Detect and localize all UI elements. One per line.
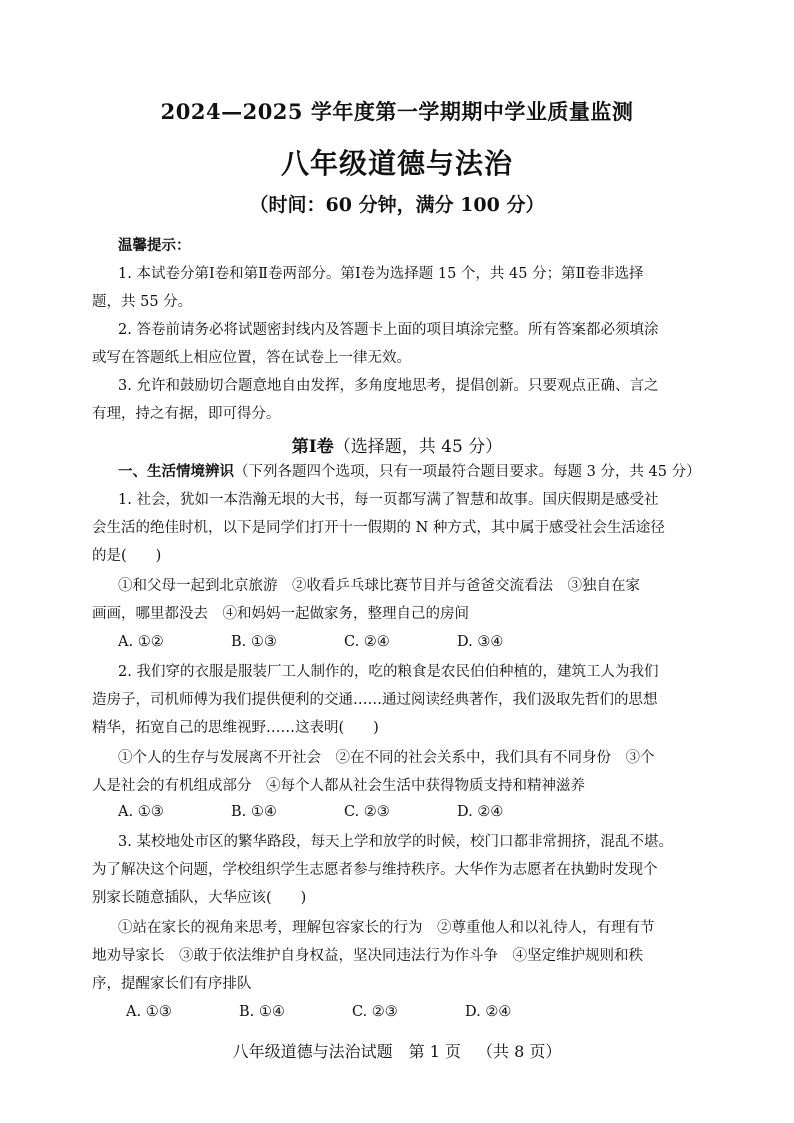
tips-line: 3. 允许和鼓励切合题意地自由发挥，多角度地思考，提倡创新。只要观点正确、言之 — [118, 378, 659, 394]
option-b[interactable]: B. ①④ — [231, 804, 277, 820]
page-number: 第 1 页 — [408, 1042, 461, 1061]
option-d[interactable]: D. ②④ — [457, 804, 504, 820]
section-title — [0, 432, 794, 457]
option-b[interactable]: B. ①③ — [231, 634, 277, 650]
part-instruction — [118, 462, 740, 482]
question-3-statement: 序，提醒家长们有序排队 — [92, 976, 252, 992]
tips-line: 1. 本试卷分第Ⅰ卷和第Ⅱ卷两部分。第Ⅰ卷为选择题 15 个，共 45 分；第Ⅱ卷非选择 — [118, 266, 644, 282]
question-3-line: 3. 某校地处市区的繁华路段，每天上学和放学的时候，校门口都非常拥挤，混乱不堪。 — [118, 834, 673, 850]
question-2-line: 2. 我们穿的衣服是服装厂工人制作的，吃的粮食是农民伯伯种植的，建筑工人为我们 — [118, 664, 659, 680]
question-1-line: 的是( ) — [92, 548, 162, 564]
subject-title: 八年级道德与法治 — [280, 147, 513, 180]
question-2-statement: ①个人的生存与发展离不开社会 ②在不同的社会关系中，我们具有不同身份 ③个 — [118, 750, 655, 766]
option-c[interactable]: C. ②③ — [344, 804, 390, 820]
option-c[interactable]: C. ②④ — [344, 634, 390, 650]
question-1-options — [118, 632, 570, 652]
option-d[interactable]: D. ②④ — [465, 1004, 512, 1020]
option-a[interactable]: A. ①③ — [118, 804, 164, 820]
question-1-line: 会生活的绝佳时机，以下是同学们打开十一假期的 N 种方式，其中属于感受社会生活途径 — [92, 520, 665, 536]
question-3-line: 为了解决这个问题，学校组织学生志愿者参与维持秩序。大华作为志愿者在执勤时发现个 — [92, 862, 658, 878]
question-3-statement: 地劝导家长 ③敢于依法维护自身权益，坚决同违法行为作斗争 ④坚定维护规则和秩 — [92, 948, 643, 964]
question-3-statement: ①站在家长的视角来思考，理解包容家长的行为 ②尊重他人和以礼待人，有理有节 — [118, 920, 655, 936]
question-2-options — [118, 802, 570, 822]
option-b[interactable]: B. ①④ — [239, 1004, 285, 1020]
tips-line: 题，共 55 分。 — [92, 294, 193, 310]
option-a[interactable]: A. ①③ — [126, 1004, 172, 1020]
question-3-line: 别家长随意插队，大华应该( ) — [92, 890, 307, 906]
question-1-statement: ①和父母一起到北京旅游 ②收看乒乓球比赛节目并与爸爸交流看法 ③独自在家 — [118, 578, 640, 594]
section-title-bold: 第Ⅰ卷 — [291, 437, 334, 457]
option-a[interactable]: A. ①② — [118, 634, 164, 650]
tips-line: 2. 答卷前请务必将试题密封线内及答题卡上面的项目填涂完整。所有答案都必须填涂 — [118, 322, 659, 338]
section-title-rest: （选择题，共 45 分） — [333, 437, 503, 457]
option-c[interactable]: C. ②③ — [352, 1004, 398, 1020]
page-footer — [0, 1039, 794, 1062]
question-1-line: 1. 社会，犹如一本浩瀚无垠的大书，每一页都写满了智慧和故事。国庆假期是感受社 — [118, 492, 659, 508]
exam-title: 2024—2025 学年度第一学期期中学业质量监测 — [160, 99, 634, 124]
part-rule: （下列各题四个选项，只有一项最符合题目要求。每题 3 分，共 45 分） — [234, 464, 701, 480]
question-2-line: 造房子，司机师傅为我们提供便利的交通……通过阅读经典著作，我们汲取先哲们的思想 — [92, 692, 658, 708]
page-total: （共 8 页） — [477, 1042, 562, 1061]
question-3-options — [126, 1002, 578, 1022]
footer-subject: 八年级道德与法治试题 — [232, 1042, 393, 1061]
option-d[interactable]: D. ③④ — [457, 634, 504, 650]
tips-line: 有理，持之有据，即可得分。 — [92, 406, 281, 422]
tips-heading: 温馨提示： — [118, 237, 191, 254]
question-1-statement: 画画，哪里都没去 ④和妈妈一起做家务，整理自己的房间 — [92, 606, 469, 622]
question-2-statement: 人是社会的有机组成部分 ④每个人都从社会生活中获得物质支持和精神滋养 — [92, 778, 585, 794]
exam-time-info: （时间：60 分钟，满分 100 分） — [249, 194, 545, 216]
part-title: 一、生活情境辨识 — [118, 463, 234, 480]
tips-line: 或写在答题纸上相应位置，答在试卷上一律无效。 — [92, 350, 411, 366]
question-2-line: 精华，拓宽自己的思维视野……这表明( ) — [92, 720, 379, 736]
